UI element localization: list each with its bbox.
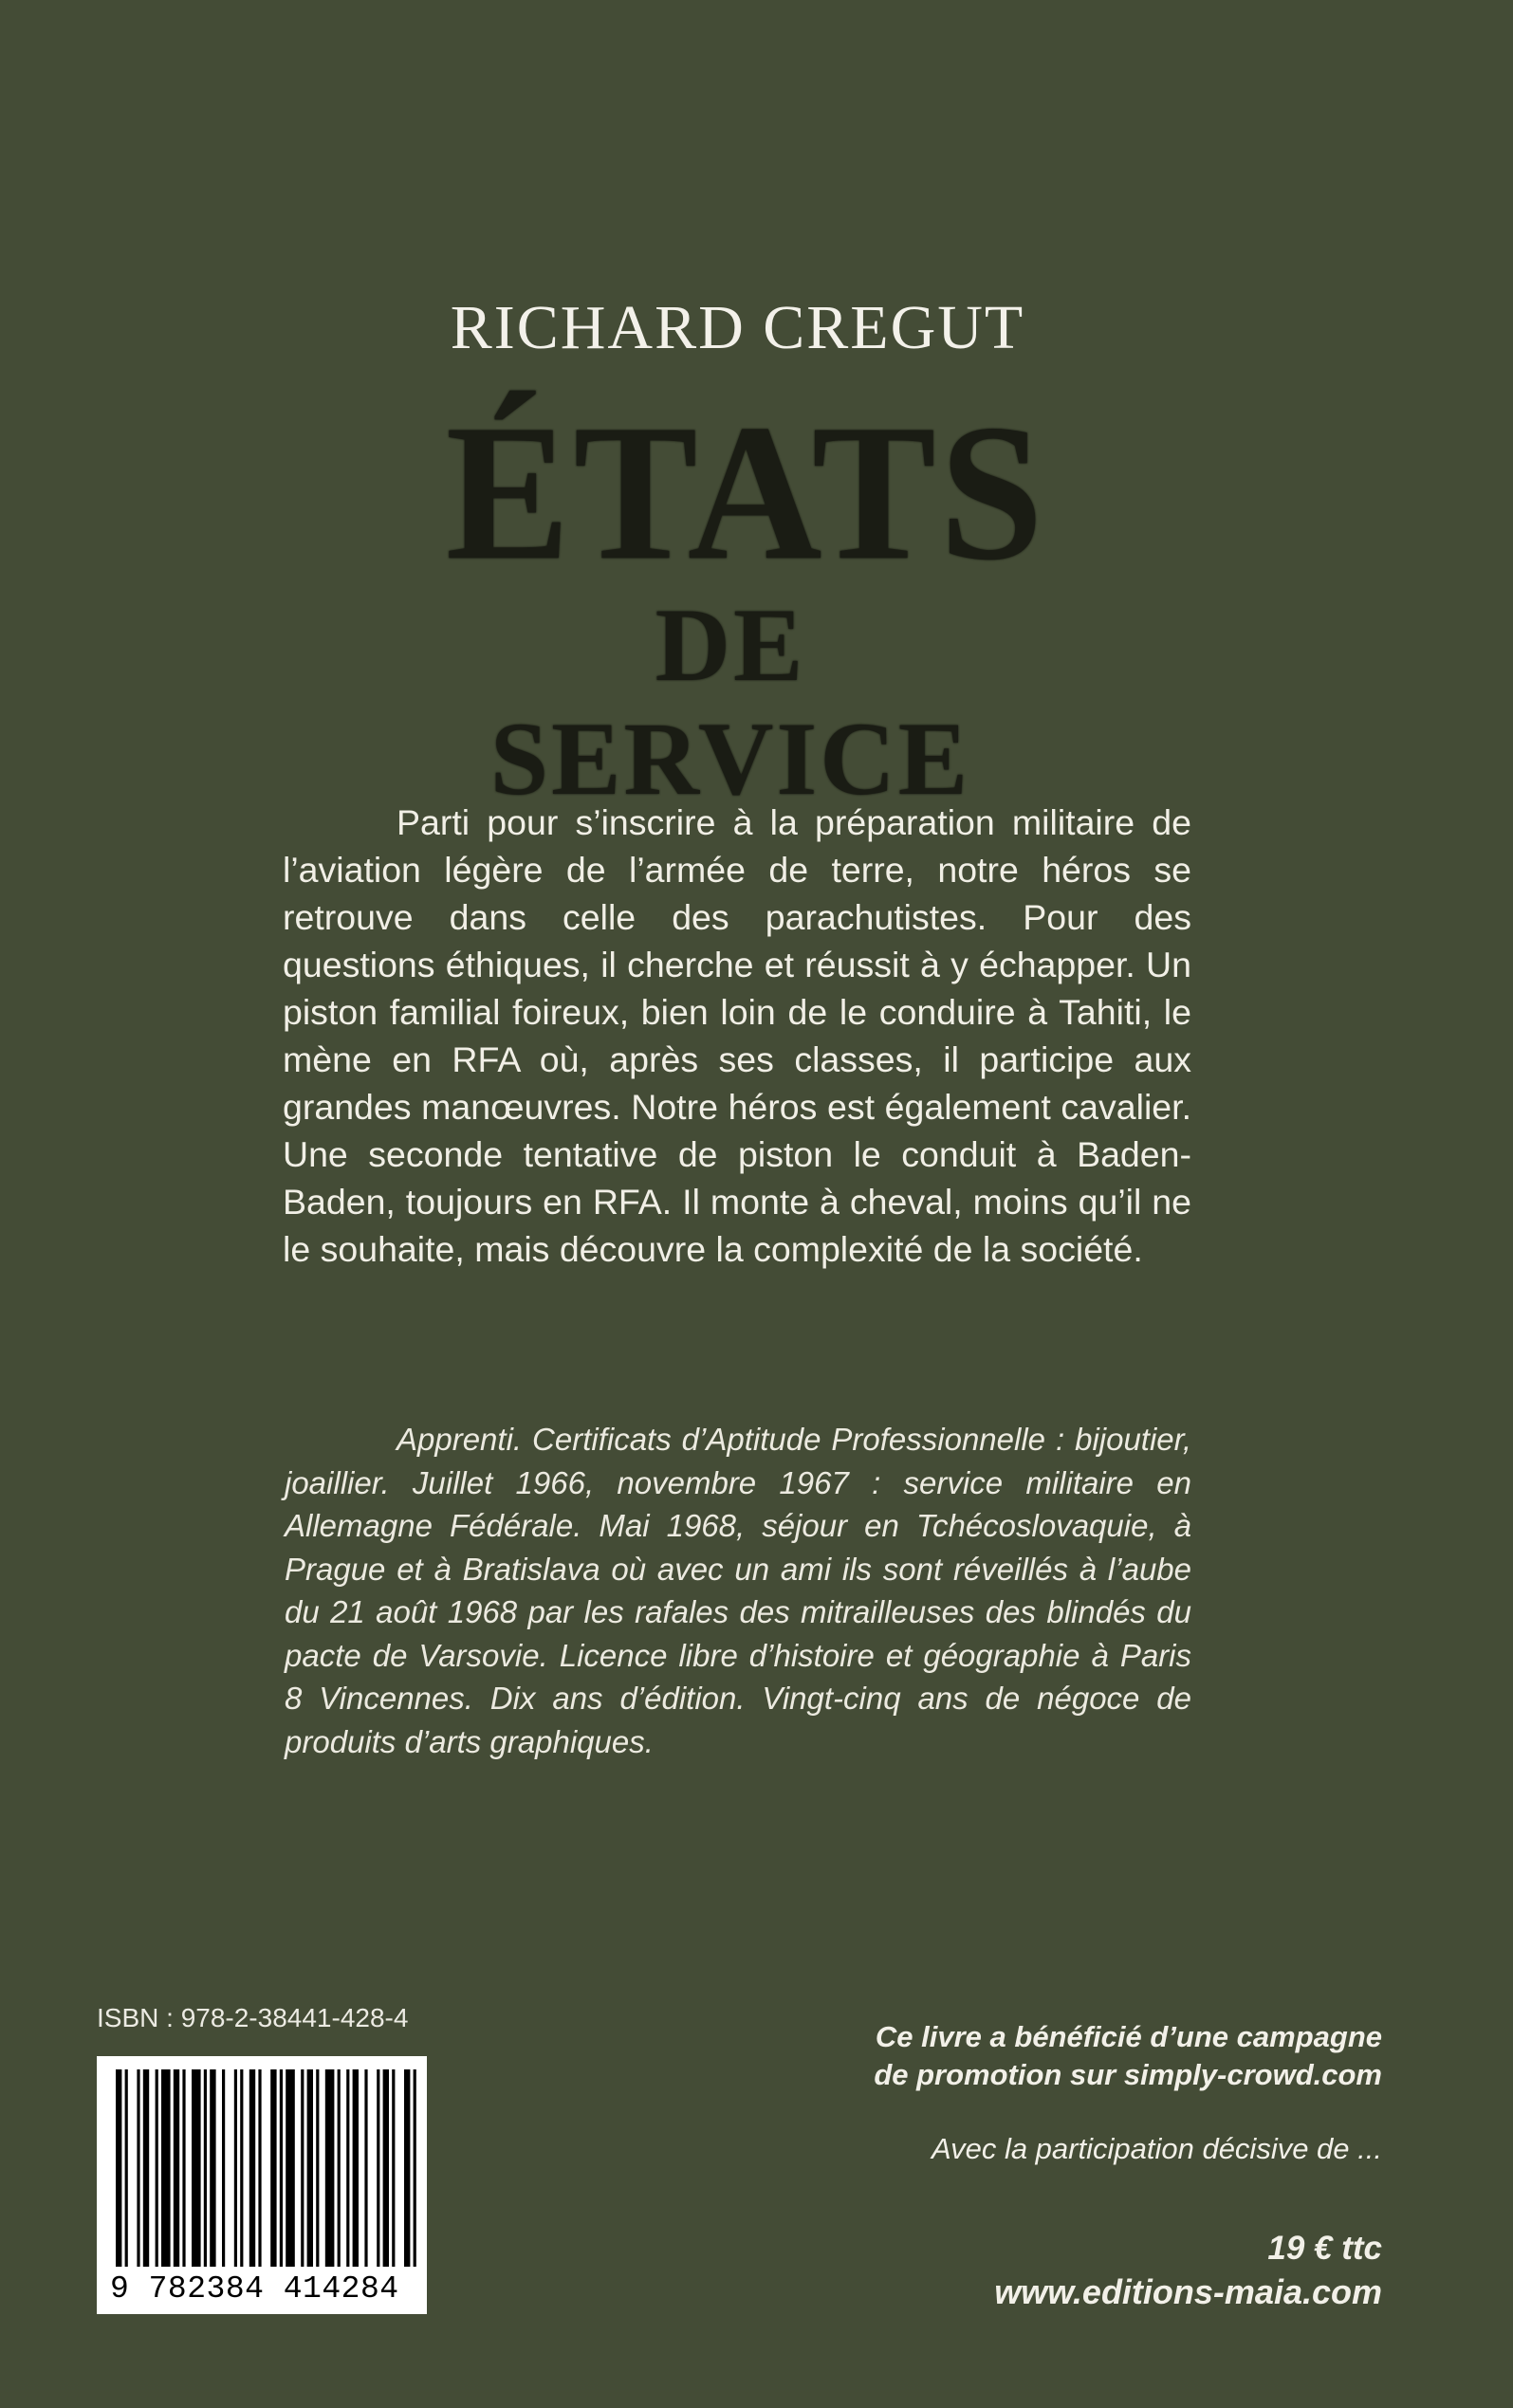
title-line-2: DE SERVICE bbox=[489, 587, 971, 817]
title-line-1: ÉTATS bbox=[446, 384, 1047, 601]
price: 19 € ttc bbox=[1267, 2230, 1382, 2267]
publisher-info bbox=[813, 2018, 1382, 2314]
participation-note: Avec la participation décisive de ... bbox=[931, 2132, 1382, 2165]
promotion-note bbox=[813, 2018, 1382, 2094]
barcode bbox=[97, 2056, 427, 2314]
author-name: RICHARD CREGUT bbox=[450, 293, 1025, 362]
publisher-website: www.editions-maia.com bbox=[994, 2272, 1382, 2311]
barcode-digits: 9 782384 414284 bbox=[110, 2271, 417, 2307]
promotion-line-2: de promotion sur simply-crowd.com bbox=[874, 2058, 1382, 2091]
author-biography: Apprenti. Certificats d’Aptitude Professionnelle : bijoutier, joaillier. Juillet 1966, novembre 1967 : service militaire en Allemagne Fédérale. Mai 1968, séjour en Tchécoslovaquie, à Prague et à Bratislava où avec un ami ils sont réveillés à l’aube du 21 août 1968 par les rafales des mitrailleuses des blindés du pacte de Varsovie. Licence libre d’histoire et géographie à Paris 8 Vincennes. Dix ans d’édition. Vingt-cinq ans de négoce de produits d’arts graphiques. bbox=[285, 1422, 1191, 1759]
isbn-number: ISBN : 978-2-38441-428-4 bbox=[97, 2003, 409, 2032]
book-title bbox=[446, 384, 1047, 817]
promotion-line-1: Ce livre a bénéficié d’une campagne bbox=[875, 2020, 1382, 2053]
book-summary: Parti pour s’inscrire à la préparation militaire de l’aviation légère de l’armée de terre, notre héros se retrouve dans celle des parachutistes. Pour des questions éthiques, il cherche et réussit à y échapper. Un piston familial foireux, bien loin de le conduire à Tahiti, le mène en RFA où, après ses classes, il participe aux grandes manœuvres. Notre héros est également cavalier. Une seconde tentative de piston le conduit à Baden-Baden, toujours en RFA. Il monte à cheval, moins qu’il ne le souhaite, mais découvre la complexité de la société. bbox=[283, 802, 1191, 1269]
